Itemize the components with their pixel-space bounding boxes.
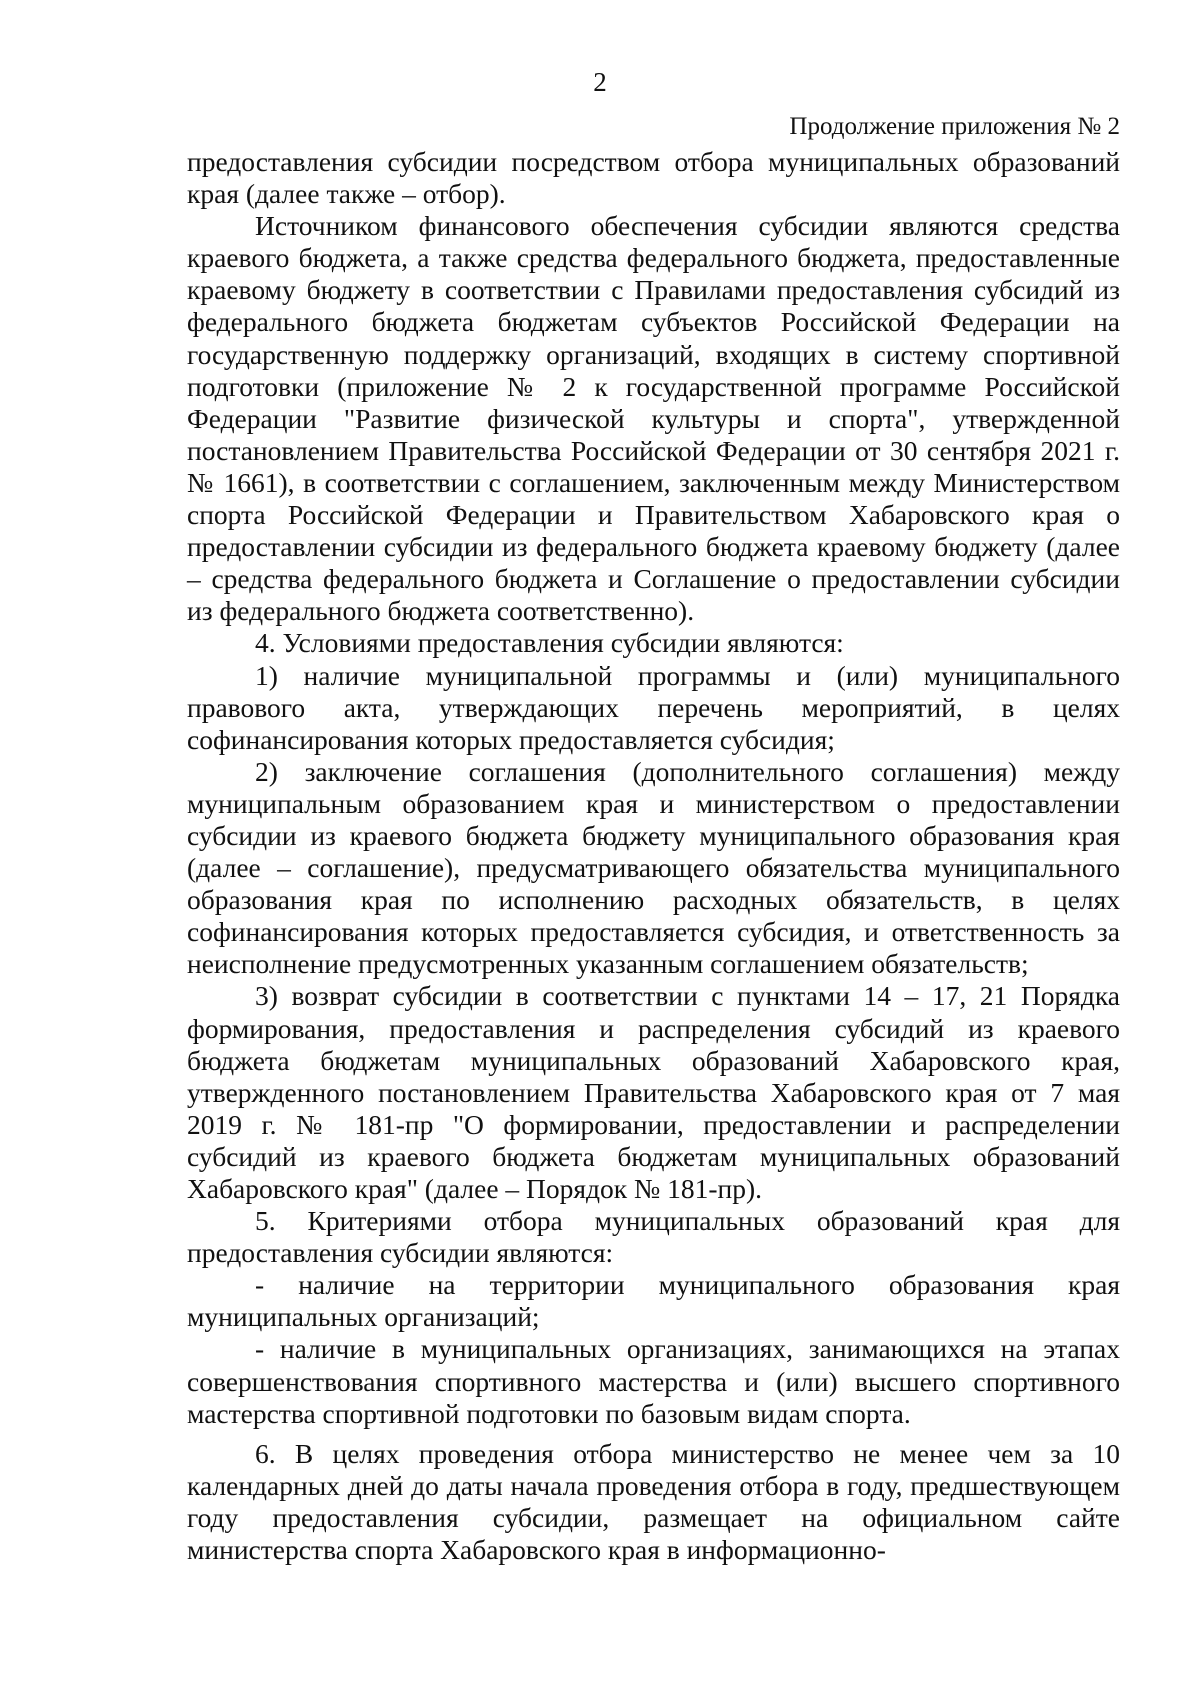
paragraph-continuation: предоставления субсидии посредством отбора муниципальных образований края (далее также – отбор). <box>187 146 1120 210</box>
paragraph-selection-procedure: 6. В целях проведения отбора министерство не менее чем за 10 календарных дней до даты начала проведения отбора в году, предшествующем году предоставления субсидии, размещает на официальном сайте министерства спорта Хабаровского края в информационно- <box>187 1437 1120 1566</box>
header-note: Продолжение приложения № 2 <box>789 113 1120 140</box>
document-body <box>187 146 1120 1566</box>
paragraph-condition-2: 2) заключение соглашения (дополнительного соглашения) между муниципальным образованием края и министерством о предоставлении субсидии из краевого бюджета бюджету муниципального образования края (далее – соглашение), предусматривающего обязательства муниципального образования края по исполнению расходных обязательств, в целях софинансирования которых предоставляется субсидия, и ответственность за неисполнение предусмотренных указанным соглашением обязательств; <box>187 755 1120 980</box>
paragraph-condition-3: 3) возврат субсидии в соответствии с пунктами 14 – 17, 21 Порядка формирования, предоставления и распределения субсидий из краевого бюджета бюджетам муниципальных образований Хабаровского края, утвержденного постановлением Правительства Хабаровского края от 7 мая 2019 г. № 181-пр "О формировании, предоставлении и распределении субсидий из краевого бюджета бюджетам муниципальных образований Хабаровского края" (далее – Порядок № 181-пр). <box>187 980 1120 1204</box>
paragraph-criterion-1: - наличие на территории муниципального образования края муниципальных организаций; <box>187 1269 1120 1333</box>
paragraph-criterion-2: - наличие в муниципальных организациях, занимающихся на этапах совершенствования спортивного мастерства и (или) высшего спортивного мастерства спортивной подготовки по базовым видам спорта. <box>187 1333 1120 1429</box>
paragraph-criteria-heading: 5. Критериями отбора муниципальных образований края для предоставления субсидии являются: <box>187 1205 1120 1269</box>
paragraph-condition-1: 1) наличие муниципальной программы и (или) муниципального правового акта, утверждающих перечень мероприятий, в целях софинансирования которых предоставляется субсидия; <box>187 659 1120 755</box>
paragraph-conditions-heading: 4. Условиями предоставления субсидии являются: <box>255 627 844 659</box>
page-number: 2 <box>593 67 607 97</box>
paragraph-funding-source: Источником финансового обеспечения субсидии являются средства краевого бюджета, а также средства федерального бюджета, предоставленные краевому бюджету в соответствии с Правилами предоставления субсидий из федерального бюджета бюджетам субъектов Российской Федерации на государственную поддержку организаций, входящих в систему спортивной подготовки (приложение № 2 к государственной программе Российской Федерации "Развитие физической культуры и спорта", утвержденной постановлением Правительства Российской Федерации от 30 сентября 2021 г. № 1661), в соответствии с соглашением, заключенным между Министерством спорта Российской Федерации и Правительством Хабаровского края о предоставлении субсидии из федерального бюджета краевому бюджету (далее – средства федерального бюджета и Соглашение о предоставлении субсидии из федерального бюджета соответственно). <box>187 210 1120 627</box>
